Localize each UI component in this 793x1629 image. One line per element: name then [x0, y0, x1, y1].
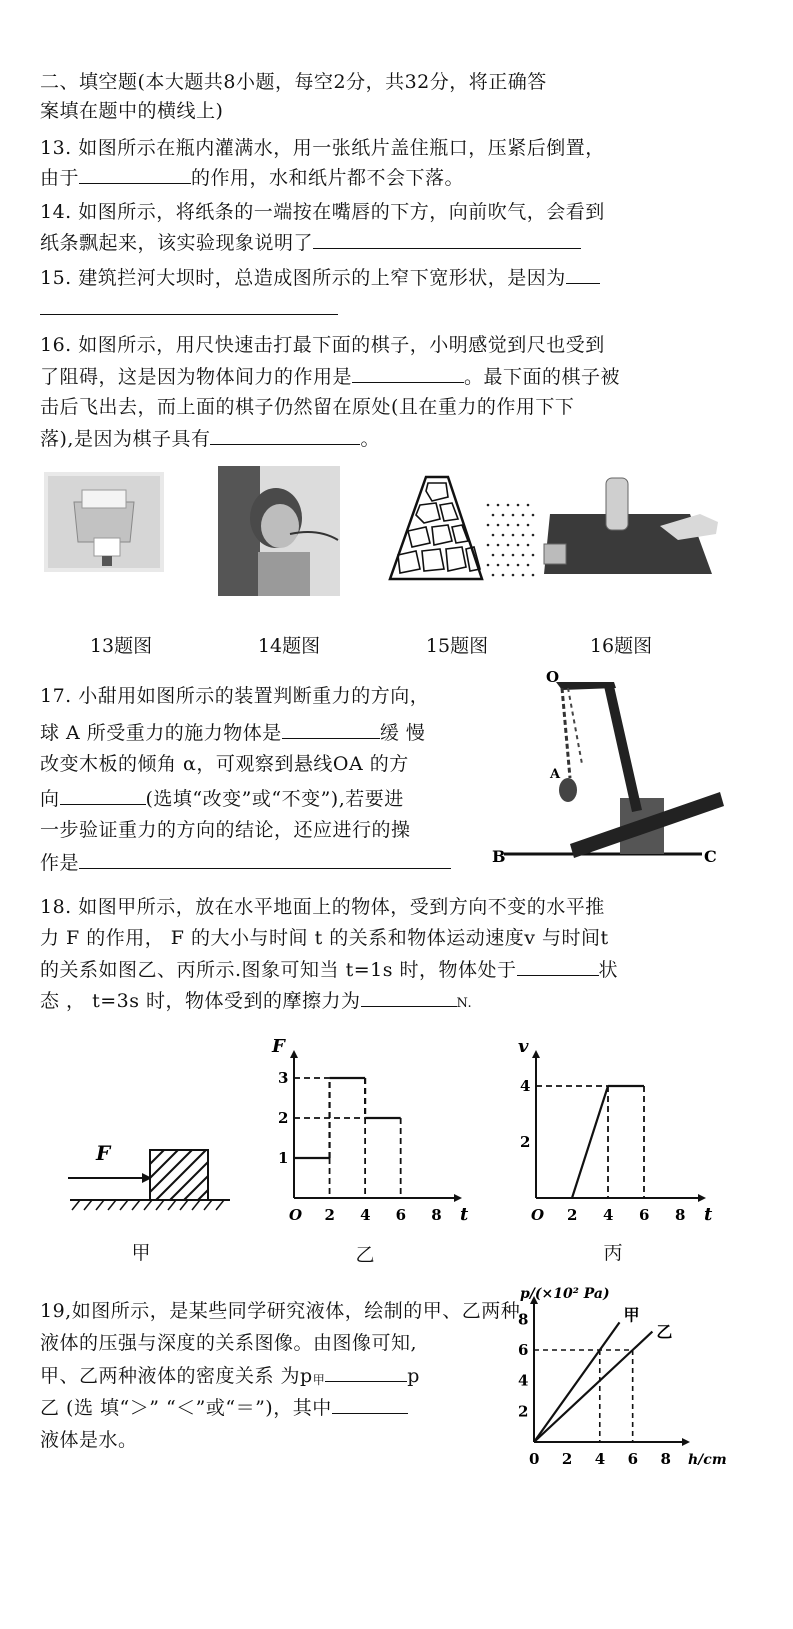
chart-p-vs-h	[500, 1286, 727, 1472]
label-a: A	[550, 767, 561, 782]
caption-fig15: 15题图	[425, 635, 489, 657]
q18-line4	[40, 988, 472, 1016]
chart-f-vs-t	[262, 1038, 472, 1228]
q17-text-b: 缓 慢	[379, 722, 426, 744]
label-o: O	[546, 668, 560, 686]
q13-line1: 13. 如图所示在瓶内灌满水，用一张纸片盖住瓶口，压紧后倒置，	[40, 137, 605, 159]
q19-line1: 19,如图所示，是某些同学研究液体，绘制的甲、乙两种	[40, 1300, 521, 1322]
q16-text-d: 。	[360, 428, 380, 450]
x-tick-label: 8	[675, 1206, 686, 1224]
q19-line3	[40, 1363, 420, 1392]
y-tick-label: 8	[518, 1310, 529, 1329]
q15-blank-b[interactable]	[40, 296, 338, 315]
q19-blank2[interactable]	[332, 1395, 408, 1414]
y-axis-label: F	[272, 1036, 285, 1057]
series-label: 甲	[623, 1305, 640, 1325]
y-axis-label: v	[518, 1036, 529, 1057]
caption-fig16: 16题图	[589, 635, 653, 657]
q18-text-b: 状	[598, 959, 619, 981]
q14-line1: 14. 如图所示，将纸条的一端按在嘴唇的下方，向前吹气，会看到	[40, 201, 605, 223]
x-tick-label: O	[289, 1206, 303, 1224]
q13-text-a: 由于	[40, 167, 80, 189]
series-label: 乙	[656, 1322, 673, 1342]
q19-line5: 液体是水。	[40, 1429, 138, 1451]
q17-line2	[40, 720, 425, 745]
q14-text-a: 纸条飘起来，该实验现象说明了	[40, 232, 314, 254]
q17-line6	[40, 850, 451, 875]
figure-15-dam	[388, 475, 538, 583]
x-tick-label: O	[531, 1206, 545, 1224]
q17-text-a: 球 A 所受重力的施力物体是	[40, 722, 282, 744]
q17-blank2[interactable]	[60, 786, 146, 805]
q18-blank1[interactable]	[517, 957, 599, 976]
y-tick-label: 2	[518, 1402, 529, 1421]
q13-line2	[40, 165, 464, 190]
q17-line3: 改变木板的倾角 α，可观察到悬线OA 的方	[40, 753, 409, 775]
q15-line1	[40, 265, 600, 290]
x-tick-label: 6	[627, 1450, 639, 1468]
y-tick-label: 4	[520, 1077, 531, 1095]
q17-line4	[40, 786, 404, 811]
force-label: F	[96, 1141, 111, 1165]
x-axis-arrow	[698, 1194, 706, 1202]
x-tick-label: 2	[324, 1206, 335, 1224]
q17-text-c: 向	[40, 788, 60, 810]
q18-line1: 18. 如图甲所示，放在水平地面上的物体，受到方向不变的水平推	[40, 896, 605, 918]
section-subtitle: 案填在题中的横线上)	[40, 100, 224, 122]
x-tick-label: 6	[639, 1206, 650, 1224]
figure-17-apparatus	[492, 668, 724, 874]
q14-blank[interactable]	[313, 230, 581, 249]
label-c: C	[704, 847, 717, 866]
x-tick-label: 8	[431, 1206, 442, 1224]
y-tick-label: 2	[278, 1109, 289, 1127]
y-axis-label: p/(×10² Pa)	[520, 1286, 610, 1302]
y-tick-label: 4	[518, 1371, 529, 1390]
label-b: B	[492, 847, 506, 866]
x-tick-label: 8	[660, 1450, 671, 1468]
q16-text-a: 了阻碍，这是因为物体间力的作用是	[40, 366, 353, 388]
x-tick-label: 2	[561, 1450, 573, 1468]
x-axis-arrow	[682, 1438, 690, 1446]
q16-line3: 击后飞出去，而上面的棋子仍然留在原处(且在重力的作用下下	[40, 396, 575, 418]
x-tick-label: 2	[567, 1206, 578, 1224]
x-tick-label: 4	[360, 1206, 371, 1224]
q13-text-b: 的作用，水和纸片都不会下落。	[191, 167, 465, 189]
q18-line3	[40, 957, 618, 982]
chart-v-vs-t	[508, 1038, 718, 1228]
q17-text-d: (选填“改变”或“不变”),若要进	[145, 788, 404, 810]
y-tick-label: 6	[518, 1341, 529, 1359]
q15-blank-a[interactable]	[566, 265, 600, 284]
q16-line4	[40, 426, 380, 451]
q16-text-b: 。最下面的棋子被	[464, 366, 621, 388]
y-tick-label: 1	[278, 1149, 289, 1167]
y-tick-label: 3	[278, 1069, 289, 1087]
y-axis-arrow	[532, 1050, 540, 1058]
y-axis-arrow	[290, 1050, 298, 1058]
q19-line2: 液体的压强与深度的关系图像。由图像可知,	[40, 1332, 418, 1354]
figure-18-jia	[60, 1130, 240, 1230]
section-title: 二、填空题(本大题共8小题，每空2分，共32分，将正确答	[40, 71, 547, 93]
q19-text-a: 甲、乙两种液体的密度关系 为p	[40, 1365, 313, 1387]
caption-bing: 丙	[603, 1242, 623, 1264]
series-line	[534, 1322, 620, 1442]
q13-blank[interactable]	[79, 165, 191, 184]
q17-blank3[interactable]	[79, 850, 451, 869]
q15-text: 15. 建筑拦河大坝时，总造成图所示的上窄下宽形状，是因为	[40, 267, 566, 289]
q16-line1: 16. 如图所示，用尺快速击打最下面的棋子，小明感觉到尺也受到	[40, 334, 605, 356]
q19-line4	[40, 1395, 408, 1420]
caption-jia: 甲	[131, 1242, 151, 1264]
q17-blank1[interactable]	[282, 720, 380, 739]
q18-unit: N.	[456, 996, 473, 1011]
q17-line5: 一步验证重力的方向的结论，还应进行的操	[40, 819, 411, 841]
q17-text-e: 作是	[40, 852, 80, 874]
q14-line2	[40, 230, 581, 255]
data-segment	[572, 1086, 608, 1198]
figure-16-photo	[540, 474, 720, 584]
x-axis-label: h/cm	[688, 1452, 727, 1468]
q18-line2: 力 F 的作用， F 的大小与时间 t 的关系和物体运动速度v 与时间t	[40, 927, 609, 949]
x-tick-label: 0	[529, 1450, 540, 1468]
figure-13-photo	[44, 472, 164, 572]
x-axis-label: t	[460, 1204, 469, 1225]
q16-text-c: 落),是因为棋子具有	[40, 428, 211, 450]
q19-blank1[interactable]	[325, 1363, 407, 1382]
x-tick-label: 6	[395, 1206, 407, 1224]
caption-fig14: 14题图	[257, 635, 321, 657]
caption-fig13: 13题图	[89, 635, 153, 657]
q18-blank2[interactable]	[361, 988, 457, 1007]
figure-14-photo	[218, 466, 340, 596]
q16-line2	[40, 364, 620, 389]
x-axis-label: t	[704, 1204, 713, 1225]
q16-blank2[interactable]	[210, 426, 360, 445]
x-tick-label: 4	[603, 1206, 614, 1224]
series-line	[534, 1332, 652, 1442]
caption-yi: 乙	[355, 1244, 375, 1266]
q16-blank1[interactable]	[352, 364, 464, 383]
q17-line1: 17. 小甜用如图所示的装置判断重力的方向，	[40, 685, 430, 707]
q19-text-c: 乙 (选 填“＞” “＜”或“＝”)，其中	[40, 1397, 332, 1419]
q19-sub-jia: 甲	[312, 1373, 326, 1387]
q18-text-a: 的关系如图乙、丙所示.图象可知当 t=1s 时，物体处于	[40, 959, 517, 981]
y-tick-label: 2	[520, 1133, 531, 1151]
q19-text-b: p	[407, 1365, 420, 1387]
x-tick-label: 4	[594, 1450, 606, 1468]
q18-text-c: 态 ， t=3s 时，物体受到的摩擦力为	[40, 990, 361, 1012]
x-axis-arrow	[454, 1194, 462, 1202]
